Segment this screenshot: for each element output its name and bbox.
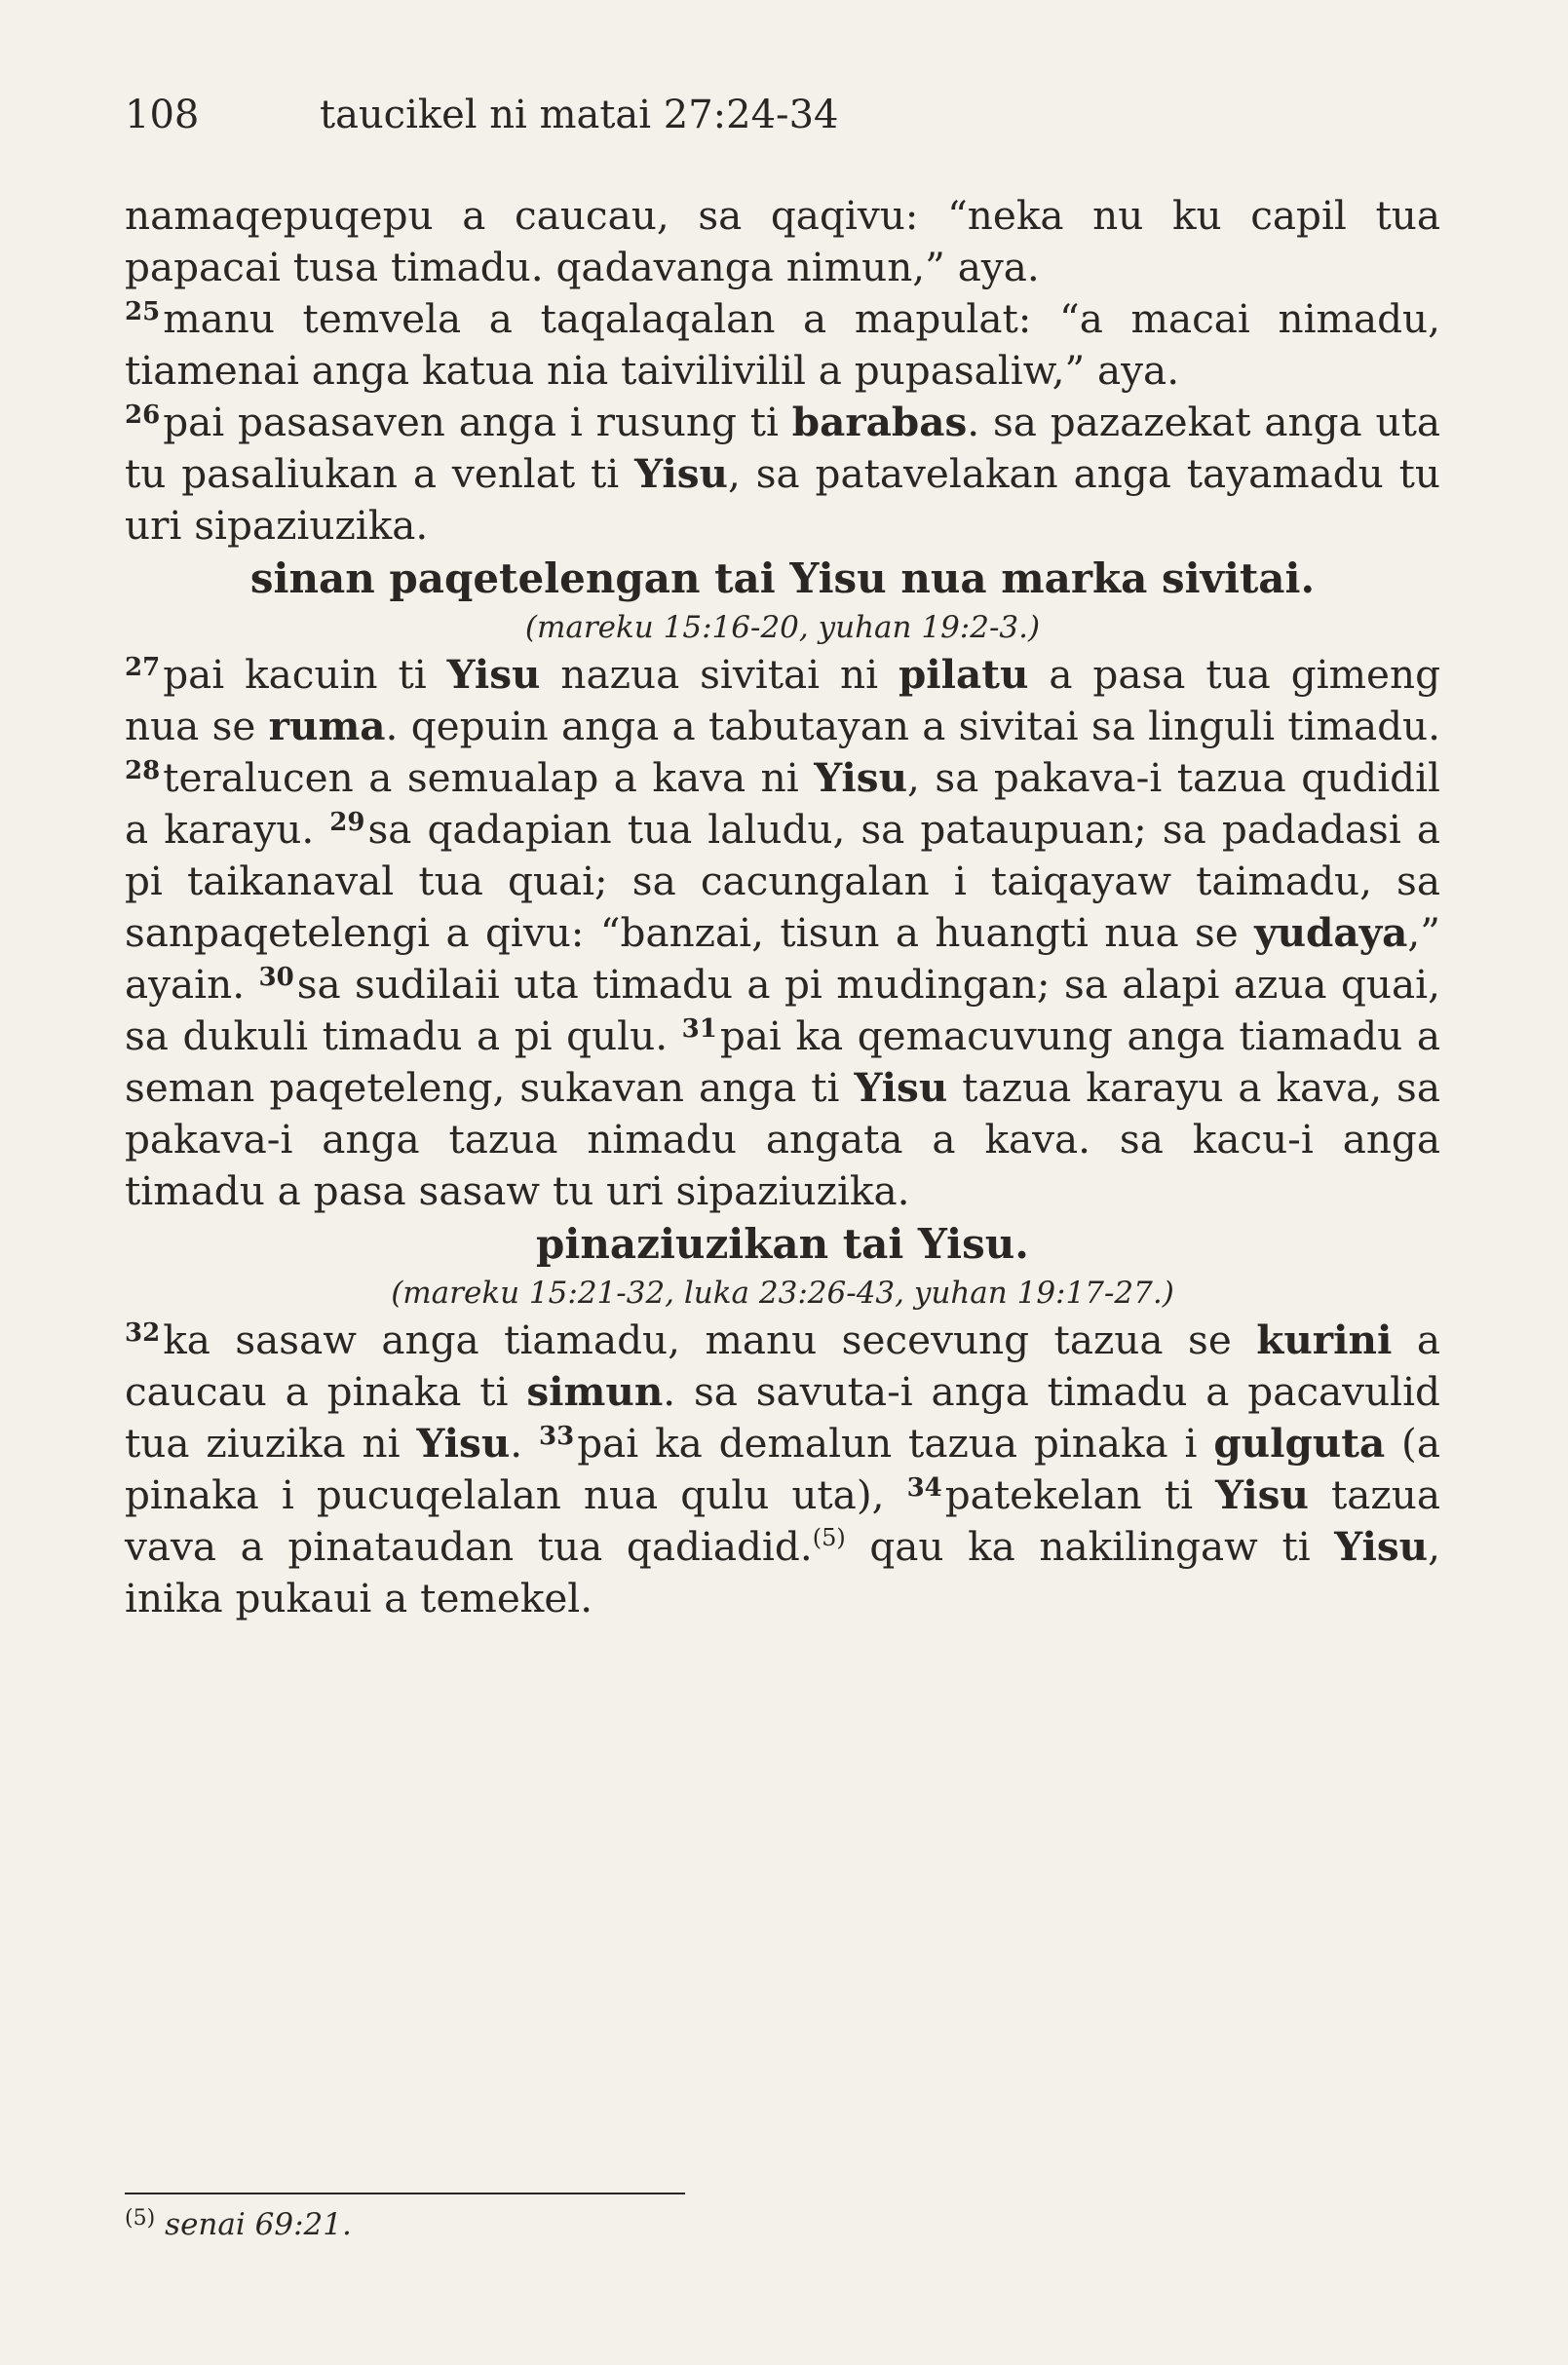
- running-title: taucikel ni matai 27:24-34: [320, 93, 839, 137]
- text-run: sa qadapian tua laludu, sa pataupuan; sa padadasi a pi taikanaval tua quai; sa cacungalan i taiqayaw taimadu, sa sanpaqetelengi a qivu: “banzai, tisun a huangti nua se: [125, 806, 1440, 956]
- bold-name: pilatu: [898, 651, 1029, 698]
- text-run: teralucen a semualap a kava ni: [163, 754, 815, 801]
- text-run: , inika pukaui a temekel.: [125, 1523, 1441, 1621]
- bold-name: Yisu: [1334, 1523, 1429, 1570]
- text-run: , sa pakava-i tazua qudidil a karayu.: [125, 754, 1440, 853]
- bold-name: barabas: [791, 399, 968, 445]
- cross-reference: (mareku 15:21-32, luka 23:26-43, yuhan 19:17-27.): [391, 1276, 1174, 1311]
- text-run: . sa savuta-i anga timadu a pacavulid tua ziuzika ni: [125, 1368, 1440, 1467]
- paragraph-text: manu temvela a taqalaqalan a mapulat: “a macai nimadu, tiamenai anga katua nia taivilivilil a pupasaliw,” aya.: [125, 295, 1440, 394]
- verse-number: 25: [125, 297, 161, 326]
- text-run: tazua karayu a kava, sa pakava-i anga tazua nimadu angata a kava. sa kacu-i anga timadu a pasa sasaw tu uri sipaziuzika.: [125, 1064, 1440, 1214]
- paragraph-verse-24-end: [125, 190, 1440, 293]
- running-header: [125, 90, 1440, 140]
- verse-number: 31: [681, 1014, 717, 1044]
- verse-number: 30: [258, 963, 294, 992]
- section-heading: pinaziuzikan tai Yisu.: [536, 1220, 1029, 1268]
- paragraph-verse-25: [125, 293, 1440, 397]
- text-run: pai kacuin ti: [163, 651, 447, 698]
- text-run: . qepuin anga a tabutayan a sivitai sa linguli timadu.: [385, 703, 1440, 749]
- cross-reference: (mareku 15:16-20, yuhan 19:2-3.): [524, 610, 1041, 645]
- bold-name: Yisu: [814, 754, 908, 801]
- verse-number: 34: [906, 1473, 942, 1503]
- text-run: pai pasasaven anga i rusung ti: [163, 399, 792, 445]
- footnote-mark: (5): [125, 2206, 156, 2231]
- verse-number: 28: [125, 756, 161, 785]
- text-run: a caucau a pinaka ti: [125, 1316, 1440, 1415]
- bold-name: Yisu: [416, 1420, 511, 1467]
- bold-name: Yisu: [446, 651, 541, 698]
- paragraph-verse-26: [125, 397, 1440, 552]
- text-run: . sa pazazekat anga uta tu pasaliukan a venlat ti: [125, 399, 1440, 497]
- bold-name: ruma: [268, 703, 386, 749]
- text-run: ka sasaw anga tiamadu, manu secevung tazua se: [163, 1316, 1257, 1363]
- bold-name: Yisu: [1215, 1471, 1309, 1518]
- footnote-text: senai 69:21.: [165, 2207, 352, 2242]
- text-run: patekelan ti: [944, 1471, 1216, 1518]
- text-run: nazua sivitai ni: [540, 651, 899, 698]
- paragraph-verses-32-34: [125, 1315, 1440, 1624]
- text-run: ,” ayain.: [125, 909, 1440, 1008]
- text-run: .: [510, 1420, 540, 1467]
- footnote: [125, 2204, 1294, 2245]
- main-text: [125, 190, 1440, 1624]
- text-run: , sa patavelakan anga tayamadu tu uri sipaziuzika.: [125, 450, 1440, 549]
- text-run: pai ka demalun tazua pinaka i: [577, 1420, 1214, 1467]
- paragraph-text: namaqepuqepu a caucau, sa qaqivu: “neka nu ku capil tua papacai tusa timadu. qadavanga nimun,” aya.: [125, 192, 1440, 290]
- text-run: a pasa tua gimeng nua se: [125, 651, 1440, 749]
- bold-name: kurini: [1256, 1316, 1393, 1363]
- text-run: tazua vava a pinataudan tua qadiadid.: [125, 1471, 1440, 1570]
- bold-name: Yisu: [634, 450, 728, 497]
- footnote-reference[interactable]: (5): [812, 1524, 846, 1551]
- verse-number: 27: [125, 653, 161, 682]
- bold-name: Yisu: [854, 1064, 948, 1111]
- text-run: sa sudilaii uta timadu a pi mudingan; sa alapi azua quai, sa dukuli timadu a pi qulu.: [125, 961, 1440, 1059]
- verse-number: 33: [539, 1422, 575, 1451]
- paragraph-verses-27-31: [125, 649, 1440, 1217]
- page-number: 108: [125, 93, 200, 137]
- verse-number: 29: [329, 808, 365, 837]
- verse-number: 32: [125, 1318, 161, 1348]
- verse-number: 26: [125, 401, 161, 430]
- footnote-divider: [125, 2193, 685, 2194]
- text-run: pai ka qemacuvung anga tiamadu a seman paqeteleng, sukavan anga ti: [125, 1012, 1440, 1111]
- bold-name: simun: [526, 1368, 664, 1415]
- text-run: (a pinaka i pucuqelalan nua qulu uta),: [125, 1420, 1440, 1518]
- bold-name: gulguta: [1213, 1420, 1386, 1467]
- text-run: qau ka nakilingaw ti: [845, 1523, 1335, 1570]
- section-heading: sinan paqetelengan tai Yisu nua marka sivitai.: [249, 554, 1316, 602]
- bold-name: yudaya: [1254, 909, 1408, 956]
